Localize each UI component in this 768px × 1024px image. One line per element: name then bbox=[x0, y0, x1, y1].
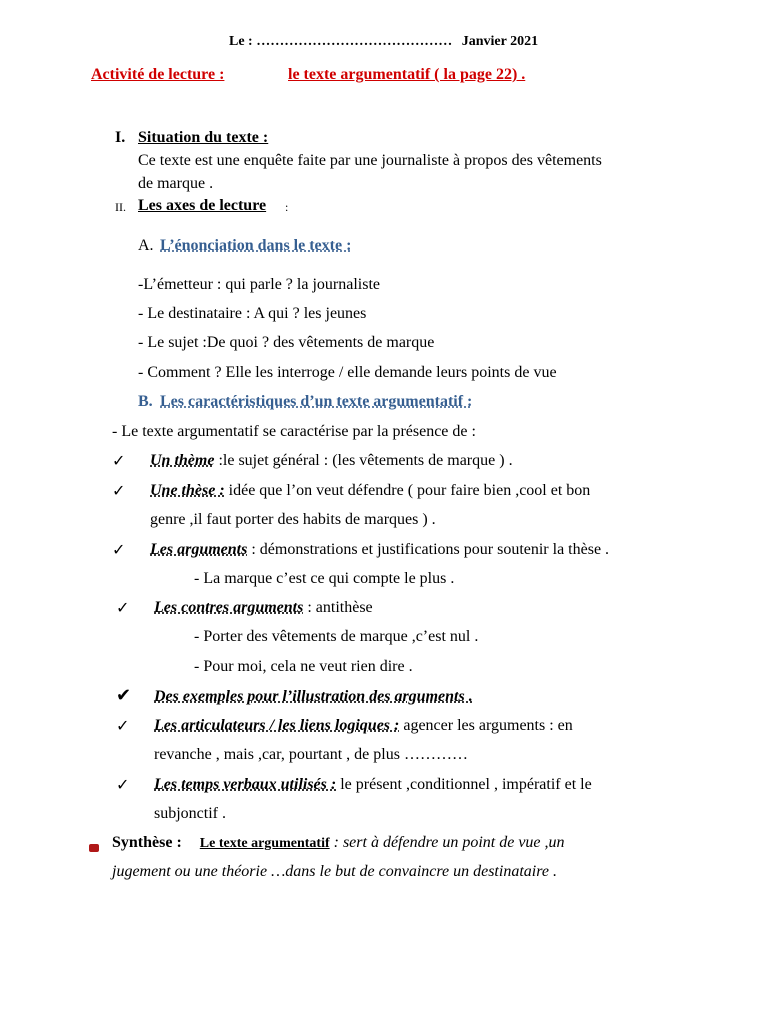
theme-text: :le sujet général : (les vêtements de marque ) . bbox=[214, 452, 513, 469]
temps-text2: subjonctif . bbox=[154, 805, 226, 822]
contre-example-1: - Porter des vêtements de marque ,c’est nul . bbox=[194, 628, 479, 645]
exemples-term: Des exemples pour l’illustration des arguments . bbox=[154, 688, 473, 705]
section2-number: II. bbox=[115, 200, 126, 214]
section2-heading: Les axes de lecture bbox=[138, 197, 267, 214]
artic-text1: agencer les arguments : en bbox=[399, 717, 573, 734]
artic-text2: revanche , mais ,car, pourtant , de plus ………… bbox=[154, 746, 468, 763]
artic-term: Les articulateurs / les liens logiques : bbox=[154, 717, 400, 734]
these-term: Une thèse : bbox=[150, 482, 225, 499]
temps-term: Les temps verbaux utilisés : bbox=[154, 776, 337, 793]
partA-letter: A. bbox=[138, 237, 154, 254]
partA-item-emetteur: -L’émetteur : qui parle ? la journaliste bbox=[138, 276, 380, 293]
partA-heading: L’énonciation dans le texte : bbox=[160, 237, 352, 254]
activity-label: Activité de lecture : bbox=[91, 66, 225, 83]
args-term: Les arguments bbox=[150, 541, 248, 558]
these-line bbox=[150, 482, 590, 500]
section1-heading: Situation du texte : bbox=[138, 129, 269, 146]
temps-text1: le présent ,conditionnel , impératif et le bbox=[336, 776, 592, 793]
theme-term: Un thème bbox=[150, 452, 215, 469]
check-icon: ✓ bbox=[116, 777, 130, 794]
contre-term: Les contres arguments bbox=[154, 599, 304, 616]
bullet-icon bbox=[89, 839, 99, 857]
synthese-term: Le texte argumentatif bbox=[199, 836, 330, 851]
partA-item-destinataire: - Le destinataire : A qui ? les jeunes bbox=[138, 305, 367, 322]
contre-example-2: - Pour moi, cela ne veut rien dire . bbox=[194, 658, 413, 675]
section1-line1: Ce texte est une enquête faite par une journaliste à propos des vêtements bbox=[138, 152, 602, 169]
contre-line bbox=[154, 599, 373, 617]
these-text2: genre ,il faut porter des habits de marques ) . bbox=[150, 511, 436, 528]
check-icon: ✓ bbox=[112, 542, 126, 559]
args-text: : démonstrations et justifications pour soutenir la thèse . bbox=[247, 541, 610, 558]
check-icon: ✓ bbox=[116, 718, 130, 735]
check-icon: ✓ bbox=[116, 600, 130, 617]
check-icon: ✓ bbox=[112, 453, 126, 470]
synthese-text1: : sert à défendre un point de vue ,un bbox=[329, 834, 565, 851]
args-line bbox=[150, 541, 609, 559]
partA-item-comment: - Comment ? Elle les interroge / elle demande leurs points de vue bbox=[138, 364, 557, 381]
artic-line bbox=[154, 717, 573, 735]
contre-text: : antithèse bbox=[303, 599, 373, 616]
theme-line bbox=[150, 452, 513, 470]
check-icon: ✓ bbox=[112, 483, 126, 500]
synthese-text2: jugement ou une théorie …dans le but de convaincre un destinataire . bbox=[112, 863, 557, 880]
section1-number: I. bbox=[115, 129, 126, 146]
partB-intro: - Le texte argumentatif se caractérise par la présence de : bbox=[112, 423, 476, 440]
check-bold-icon: ✔ bbox=[116, 685, 132, 705]
args-example: - La marque c’est ce qui compte le plus . bbox=[194, 570, 455, 587]
synthese-line bbox=[112, 834, 565, 852]
header-month: Janvier 2021 bbox=[461, 34, 539, 49]
temps-line bbox=[154, 776, 592, 794]
header-le: Le : …………………………………… bbox=[229, 34, 453, 49]
header-date-line bbox=[229, 34, 538, 50]
partB-letter: B. bbox=[138, 393, 153, 410]
section1-line2: de marque . bbox=[138, 175, 214, 192]
section2-colon: : bbox=[285, 200, 289, 214]
these-text1: idée que l’on veut défendre ( pour faire bien ,cool et bon bbox=[224, 482, 591, 499]
partA-item-sujet: - Le sujet :De quoi ? des vêtements de marque bbox=[138, 334, 435, 351]
synthese-label: Synthèse : bbox=[112, 834, 182, 851]
partB-heading: Les caractéristiques d’un texte argumentatif : bbox=[160, 393, 473, 410]
activity-subject: le texte argumentatif ( la page 22) . bbox=[288, 66, 526, 83]
